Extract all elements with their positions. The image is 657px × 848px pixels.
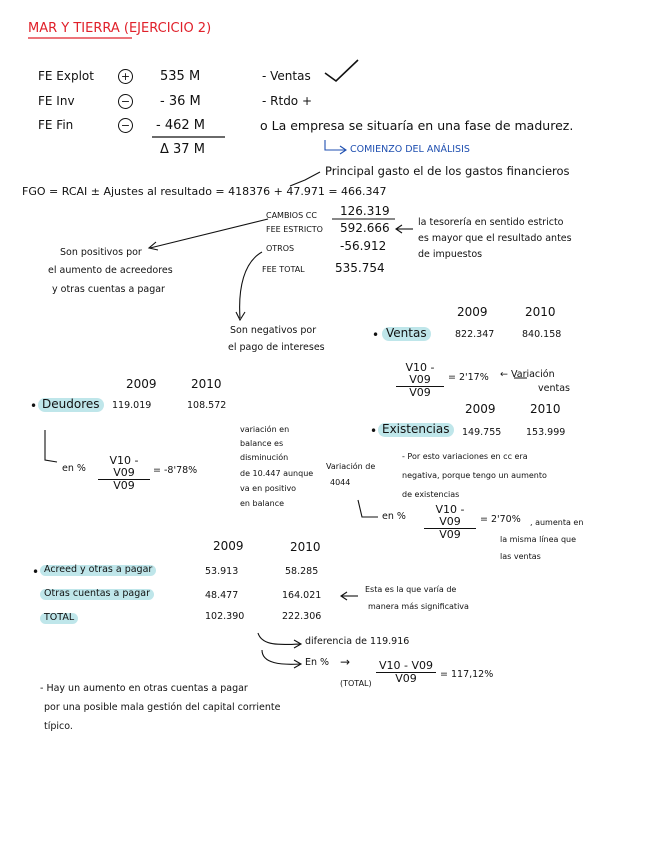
acreedores-year-2010: 2010 (290, 540, 321, 554)
note-ventas: - Ventas (262, 69, 311, 83)
tesoreria-note-1: la tesorería en sentido estricto (418, 217, 564, 228)
fe-inv-value: - 36 M (160, 94, 201, 109)
conclusion-line-2: por una posible mala gestión del capital corriente (44, 702, 281, 713)
minus-sign-icon: − (118, 118, 133, 133)
fraction-numerator: V10 - V09 (376, 660, 436, 673)
total-value: 535.754 (335, 261, 385, 275)
total-label: FEE TOTAL (262, 265, 305, 274)
fe-fin-label: FE Fin (38, 118, 74, 132)
existencias-fraction (424, 504, 476, 541)
fraction-denominator: V09 (113, 479, 135, 493)
plus-sign-icon: + (118, 69, 133, 84)
deudores-value-2010: 108.572 (187, 400, 227, 411)
cambios-value: 126.319 (340, 204, 390, 218)
existencias-label: Existencias (378, 423, 454, 437)
fe-fin-value: - 462 M (156, 118, 205, 133)
cambios-label: CAMBIOS CC (266, 211, 317, 220)
ventas-value-2010: 840.158 (522, 329, 562, 340)
deudores-note-2: balance es (240, 439, 284, 448)
otras-cuentas-row-label: Otras cuentas a pagar (40, 589, 154, 600)
fraction-numerator: V10 - V09 (424, 504, 476, 529)
estricto-value: 592.666 (340, 221, 390, 235)
ventas-label: Ventas (382, 327, 431, 341)
acreedores-total-tag: (TOTAL) (340, 679, 372, 688)
deudores-note-6: en balance (240, 499, 285, 508)
fe-explot-value: 535 M (160, 69, 201, 84)
deudores-bullet: • (30, 399, 38, 413)
total-row-2009: 102.390 (205, 611, 245, 622)
acreedores-row-label: Acreed y otras a pagar (40, 565, 156, 576)
otras-cuentas-row-2009: 48.477 (205, 590, 239, 601)
acreedores-result: = 117,12% (440, 669, 494, 680)
deudores-note-4: de 10.447 aunque (240, 469, 314, 478)
positivos-arrow (150, 219, 268, 248)
diferencia-arrow (258, 633, 300, 645)
existencias-note-3: de existencias (402, 490, 460, 499)
total-row-2010: 222.306 (282, 611, 322, 622)
en-pct-arrow (262, 650, 300, 664)
existencias-variacion-2: 4044 (330, 478, 351, 487)
otros-value: -56.912 (340, 239, 387, 253)
deudores-en-pct: en % (62, 463, 86, 474)
ventas-word: ventas (538, 383, 570, 394)
deudores-fraction (98, 455, 150, 492)
acreedores-row-2010: 58.285 (285, 566, 319, 577)
existencias-year-2010: 2010 (530, 402, 561, 416)
page-title: MAR Y TIERRA (EJERCICIO 2) (28, 21, 212, 36)
tesoreria-note-2: es mayor que el resultado antes (418, 233, 572, 244)
ventas-fraction (396, 362, 444, 399)
ventas-result: = 2'17% (448, 372, 489, 383)
check-mark (325, 60, 358, 81)
deudores-result: = -8'78% (153, 465, 198, 476)
negativos-note-1: Son negativos por (230, 325, 317, 336)
deudores-value-2009: 119.019 (112, 400, 152, 411)
existencias-variacion-1: Variación de (326, 462, 376, 471)
conclusion-line-1: - Hay un aumento en otras cuentas a pagar (40, 683, 248, 694)
ventas-year-2009: 2009 (457, 305, 488, 319)
deudores-arrow (45, 430, 57, 462)
deudores-note-3: disminución (240, 453, 289, 462)
existencias-value-2009: 149.755 (462, 427, 502, 438)
right-arrow-icon: → (340, 655, 351, 669)
acreedores-note-2: manera más significativa (368, 602, 469, 611)
deudores-label: Deudores (38, 398, 104, 412)
existencias-arrow (358, 500, 378, 517)
ventas-year-2010: 2010 (525, 305, 556, 319)
negativos-note-2: el pago de intereses (228, 342, 325, 353)
minus-sign-icon: − (118, 94, 133, 109)
existencias-aumenta-1: , aumenta en (530, 518, 584, 527)
principal-arrow (290, 172, 320, 186)
acreedores-fraction (376, 660, 436, 685)
fraction-denominator: V09 (395, 672, 417, 686)
comienzo-arrow (325, 140, 345, 150)
estricto-label: FEE ESTRICTO (266, 225, 323, 234)
negativos-arrow (240, 252, 262, 318)
acreedores-note-1: Esta es la que varía de (365, 585, 457, 594)
positivos-note-2: el aumento de acreedores (48, 265, 173, 276)
note-rdo: - Rtdo + (262, 94, 313, 108)
otros-label: OTROS (266, 244, 295, 253)
otras-cuentas-row-2010: 164.021 (282, 590, 322, 601)
ventas-bullet: • (372, 328, 380, 342)
positivos-note-3: y otras cuentas a pagar (52, 284, 165, 295)
tesoreria-note-3: de impuestos (418, 249, 483, 260)
existencias-result: = 2'70% (480, 514, 521, 525)
note-comienzo: COMIENZO DEL ANÁLISIS (350, 144, 470, 155)
existencias-aumenta-2: la misma línea que (500, 535, 577, 544)
acreedores-year-2009: 2009 (213, 539, 244, 553)
existencias-aumenta-3: las ventas (500, 552, 541, 561)
positivos-note-1: Son positivos por (60, 247, 142, 258)
fraction-numerator: V10 - V09 (98, 455, 150, 480)
fe-delta: Δ 37 M (160, 142, 205, 157)
deudores-year-2009: 2009 (126, 377, 157, 391)
existencias-value-2010: 153.999 (526, 427, 566, 438)
existencias-bullet: • (370, 424, 378, 438)
deudores-note-5: va en positivo (240, 484, 297, 493)
existencias-en-pct: en % (382, 511, 406, 522)
existencias-note-2: negativa, porque tengo un aumento (402, 471, 547, 480)
acreedores-diferencia: diferencia de 119.916 (305, 636, 410, 647)
deudores-year-2010: 2010 (191, 377, 222, 391)
fraction-denominator: V09 (439, 528, 461, 542)
fgo-formula: FGO = RCAI ± Ajustes al resultado = 418376 + 47.971 = 466.347 (22, 185, 387, 198)
ventas-variacion: ← Variación (500, 369, 555, 380)
ventas-value-2009: 822.347 (455, 329, 495, 340)
existencias-note-1: - Por esto variaciones en cc era (402, 452, 528, 461)
acreedores-row-2009: 53.913 (205, 566, 239, 577)
note-principal: Principal gasto el de los gastos financieros (325, 164, 570, 178)
fe-inv-label: FE Inv (38, 94, 75, 108)
acreedores-bullet: • (32, 565, 40, 579)
deudores-note-1: variación en (240, 425, 290, 434)
total-row-label: TOTAL (40, 613, 78, 624)
fraction-denominator: V09 (409, 386, 431, 400)
existencias-year-2009: 2009 (465, 402, 496, 416)
fe-explot-label: FE Explot (38, 69, 94, 83)
fraction-numerator: V10 - V09 (396, 362, 444, 387)
acreedores-en-pct: En % (305, 657, 330, 668)
note-madurez: o La empresa se situaría en una fase de madurez. (260, 118, 574, 133)
conclusion-line-3: típico. (44, 721, 73, 732)
